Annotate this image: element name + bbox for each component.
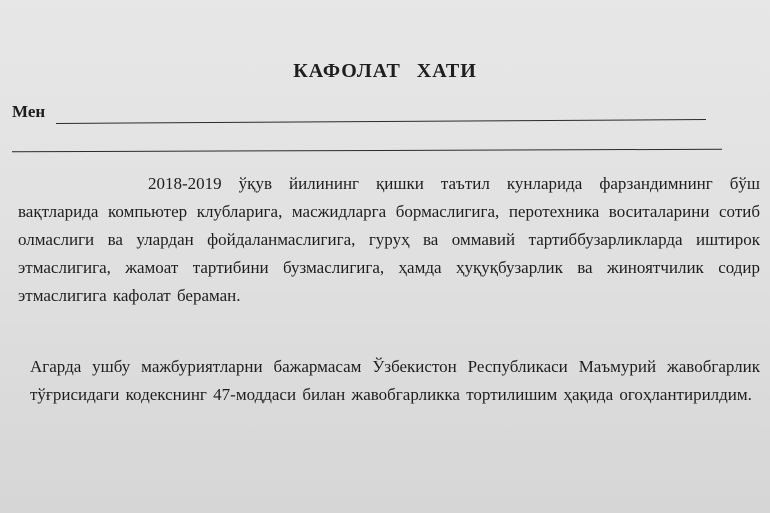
document-title: КАФОЛАТ ХАТИ	[293, 60, 477, 82]
guarantee-paragraph: 2018-2019 ўқув йилининг қишки таътил кунларида фарзандимнинг бўш вақтларида компьютер клубларига, масжидларга бормаслигига, перотехника воситаларини сотиб олмаслиги ва улардан фойдаланмаслигига, гуруҳ ва оммавий тартиббузарликларда иштирок этмаслигига, жамоат тартибини бузмаслигига, ҳамда ҳуқуқбузарлик ва жиноятчилик содир этмаслигига кафолат бераман.	[18, 174, 760, 305]
name-fill-line-continued	[12, 149, 722, 152]
warning-paragraph: Агарда ушбу мажбуриятларни бажармасам Ўзбекистон Республикаси Маъмурий жавобгарлик тўғрисидаги кодекснинг 47-моддаси билан жавобгарликка тортилишим ҳақида огоҳлантирилдим.	[30, 357, 760, 404]
name-fill-line	[56, 119, 706, 124]
name-label: Мен	[12, 102, 46, 121]
